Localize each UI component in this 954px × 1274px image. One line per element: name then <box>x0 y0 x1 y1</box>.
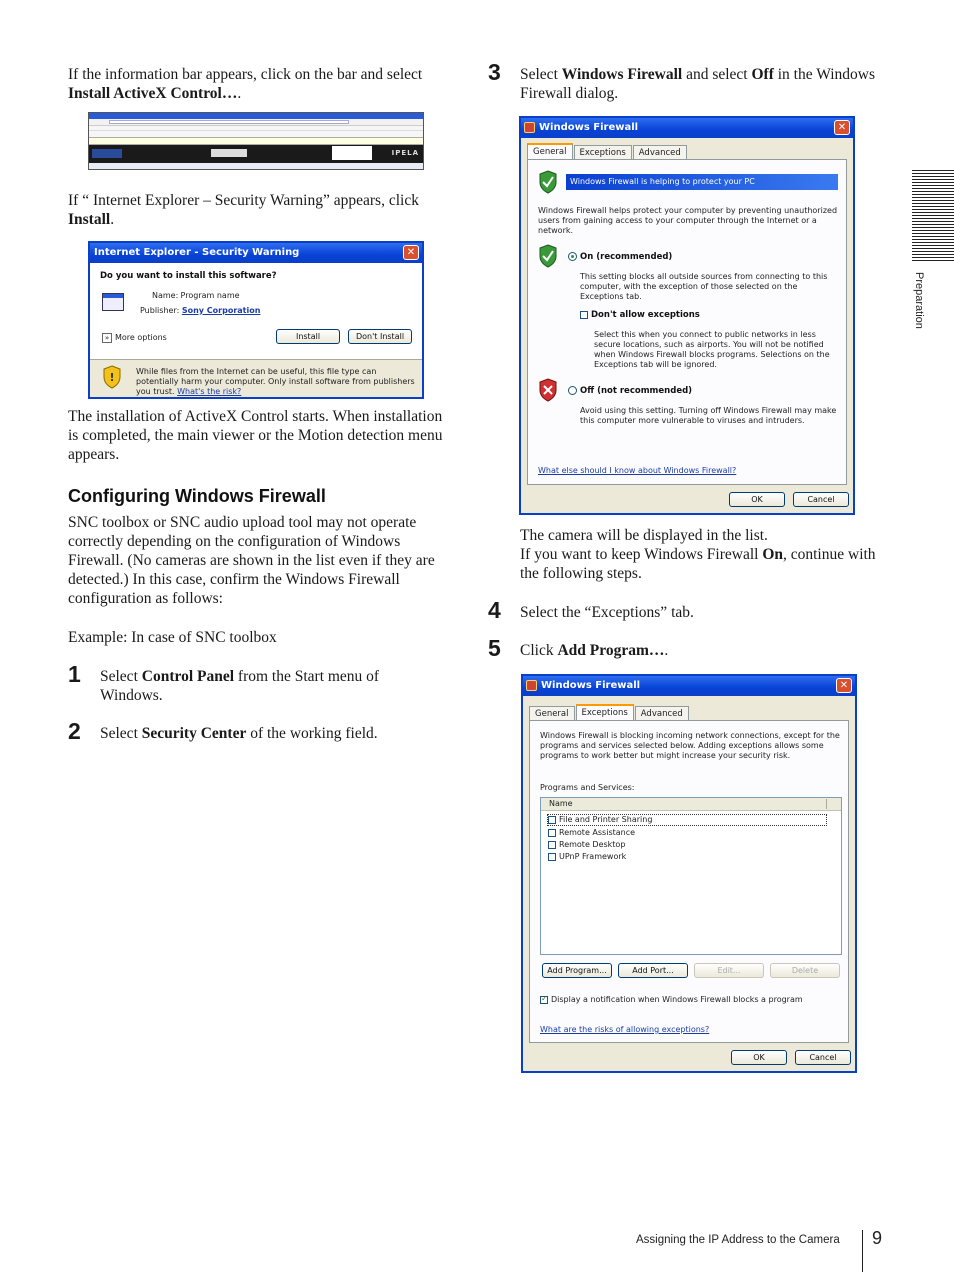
tab-advanced[interactable]: Advanced <box>635 706 689 720</box>
step-5-number: 5 <box>488 635 501 661</box>
step-2-number: 2 <box>68 718 81 744</box>
on-radio[interactable]: On (recommended) <box>568 252 672 262</box>
dont-install-button[interactable]: Don't Install <box>348 329 412 344</box>
list-item[interactable]: Remote Assistance <box>548 828 841 838</box>
firewall-tabs <box>527 145 688 159</box>
firewall-titlebar: Windows Firewall ✕ <box>521 118 853 138</box>
information-bar[interactable] <box>89 137 423 145</box>
install-warning-text: While files from the Internet can be useful, this file type can potentially harm your computer. Only install software from publishers you trust. What's the risk? <box>136 367 415 396</box>
svg-text:!: ! <box>109 371 115 384</box>
footer-title: Assigning the IP Address to the Camera <box>636 1234 840 1246</box>
exceptions-panel: Windows Firewall is blocking incoming network connections, except for the programs and services selected below. Adding exceptions allows some programs to work better but might increase your security risk. Programs and Services: Name File and Printer Sharing Remote Assistance Remote Desktop UPnP Framework Add Program... Add Port... Edit... Delete ✓Display a notification when Windows Firewall blocks a program What are the risks of allowing exceptions? <box>529 720 849 1043</box>
step-4-text: Select the “Exceptions” tab. <box>520 604 694 621</box>
list-item[interactable]: File and Printer Sharing <box>547 814 827 826</box>
ie-security-warning-window <box>88 241 424 399</box>
checkbox-icon <box>580 311 588 319</box>
firewall-icon <box>526 680 537 691</box>
close-icon[interactable]: ✕ <box>834 120 850 135</box>
installation-paragraph: The installation of ActiveX Control starts. When installation is completed, the main viewer or the Motion detection menu appears. <box>68 408 443 463</box>
publisher-link[interactable]: Sony Corporation <box>181 306 261 315</box>
page-number: 9 <box>872 1228 883 1248</box>
step-1-number: 1 <box>68 661 81 687</box>
install-button[interactable]: Install <box>276 329 340 344</box>
program-icon <box>102 293 124 311</box>
add-port-button[interactable]: Add Port... <box>618 963 688 978</box>
dont-allow-exceptions-checkbox[interactable]: Don't allow exceptions <box>580 310 700 320</box>
section-heading: Configuring Windows Firewall <box>68 486 326 506</box>
ie-window-titlebar: Internet Explorer - Security Warning ✕ <box>90 243 422 263</box>
install-activex-text: Install ActiveX Control… <box>68 85 238 102</box>
viewer-toolbar <box>89 145 423 163</box>
firewall-titlebar: Windows Firewall ✕ <box>523 676 855 696</box>
chevron-down-icon: » <box>102 333 112 343</box>
security-warning-paragraph: If “ Internet Explorer – Security Warning” appears, click Install. <box>68 192 419 228</box>
firewall-exceptions-window <box>521 674 857 1073</box>
tab-exceptions[interactable]: Exceptions <box>574 145 632 159</box>
notification-checkbox[interactable]: ✓Display a notification when Windows Firewall blocks a program <box>540 995 803 1005</box>
list-item[interactable]: Remote Desktop <box>548 840 841 850</box>
section-tab-marker <box>912 170 954 262</box>
more-options-toggle[interactable]: » More options <box>102 333 167 343</box>
cancel-button[interactable]: Cancel <box>795 1050 851 1065</box>
firewall-general-window <box>519 116 855 515</box>
firewall-icon <box>524 122 535 133</box>
green-shield-icon <box>538 170 558 194</box>
radio-off-icon <box>568 386 577 395</box>
footer-divider <box>862 1230 863 1272</box>
close-icon[interactable]: ✕ <box>836 678 852 693</box>
green-shield-icon <box>538 244 558 268</box>
off-radio[interactable]: Off (not recommended) <box>568 386 692 396</box>
checkbox-checked-icon <box>540 996 548 1004</box>
close-icon[interactable]: ✕ <box>403 245 419 260</box>
cancel-button[interactable]: Cancel <box>793 492 849 507</box>
step-2-text: Select Security Center of the working field. <box>100 725 378 742</box>
tab-general[interactable]: General <box>529 706 575 720</box>
step-4-number: 4 <box>488 597 501 623</box>
step-5-text: Click Add Program…. <box>520 642 669 659</box>
red-shield-icon <box>538 378 558 402</box>
ok-button[interactable]: OK <box>729 492 785 507</box>
browser-screenshot <box>88 112 424 170</box>
step-3-number: 3 <box>488 59 501 85</box>
firewall-tabs <box>529 706 690 720</box>
ie-body: Do you want to install this software? Name: Program name Publisher: Sony Corporation » More options Install Don't Install <box>90 263 422 359</box>
edit-button[interactable]: Edit... <box>694 963 764 978</box>
tab-advanced[interactable]: Advanced <box>633 145 687 159</box>
whats-the-risk-link[interactable]: What's the risk? <box>177 387 242 396</box>
intro-paragraph: If the information bar appears, click on the bar and select Install ActiveX Control…. <box>68 66 423 102</box>
tab-general[interactable]: General <box>527 143 573 159</box>
step-1-text: Select Control Panel from the Start menu of Windows. <box>100 668 380 704</box>
ok-button[interactable]: OK <box>731 1050 787 1065</box>
camera-list-paragraph: The camera will be displayed in the list. If you want to keep Windows Firewall On, continue with the following steps. <box>520 527 876 582</box>
status-banner: Windows Firewall is helping to protect your PC <box>566 174 838 190</box>
programs-list <box>540 797 842 955</box>
list-column-header[interactable]: Name <box>541 798 841 811</box>
browser-addressbar <box>89 119 423 126</box>
example-text: Example: In case of SNC toolbox <box>68 629 277 646</box>
list-item[interactable]: UPnP Framework <box>548 852 841 862</box>
ipela-logo: IPELA <box>391 149 419 157</box>
add-program-button[interactable]: Add Program... <box>542 963 612 978</box>
general-panel: Windows Firewall is helping to protect your PC Windows Firewall helps protect your computer by preventing unauthorized users from gaining access to your computer through the Internet or a network. On (recommended) This setting blocks all outside sources from connecting to this computer, with the exception of those selected on the Exceptions tab. Don't allow exceptions Select this when you connect to public networks in less secure locations, such as airports. You will not be notified when Windows Firewall blocks programs. Selections on the Exceptions tab will be ignored. Off (not recommended) Avoid using this setting. Turning off Windows Firewall may make this computer more vulnerable to viruses and intruders. What else should I know about Windows Firewall? <box>527 159 847 485</box>
radio-on-icon <box>568 252 577 261</box>
firewall-paragraph: SNC toolbox or SNC audio upload tool may not operate correctly depending on the configuration of Windows Firewall. (No cameras are shown in the list even if they are detected.) In this case, confirm the Windows Firewall configuration as follows: <box>68 514 435 607</box>
section-tab-label: Preparation <box>913 272 925 329</box>
firewall-info-link[interactable]: What else should I know about Windows Firewall? <box>538 466 737 475</box>
step-3-text: Select Windows Firewall and select Off in the Windows Firewall dialog. <box>520 66 876 102</box>
exceptions-risk-link[interactable]: What are the risks of allowing exceptions? <box>540 1025 710 1034</box>
tab-exceptions[interactable]: Exceptions <box>576 704 634 720</box>
delete-button[interactable]: Delete <box>770 963 840 978</box>
warning-shield-icon <box>102 365 122 389</box>
